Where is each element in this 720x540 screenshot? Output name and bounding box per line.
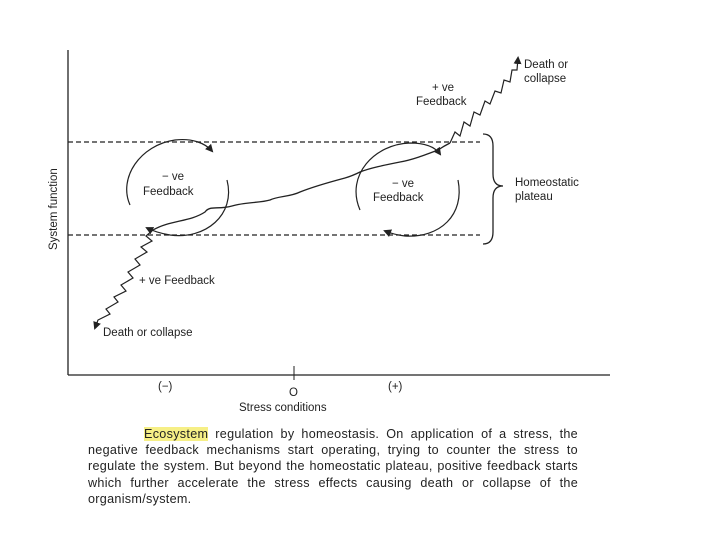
caption-text: regulation by homeostasis. On application of a stress, the negative feedback mechanisms start operating, trying to counter the stress to regulate the system. But beyond the homeostatic plateau, positive feedback starts which further accelerate the stress effects causing death or collapse of the organism/system.: [88, 427, 578, 506]
plateau-brace: [483, 134, 503, 244]
figure-caption: [88, 426, 578, 507]
neg-feedback-right-line1: − ve: [392, 178, 415, 190]
y-axis-label: System function: [48, 168, 60, 250]
death-bottom-label: Death or collapse: [103, 327, 193, 339]
neg-feedback-left-line1: − ve: [162, 171, 185, 183]
x-axis-label: Stress conditions: [239, 402, 327, 414]
caption-highlight: Ecosystem: [144, 427, 209, 441]
death-top-label-line1: Death or: [524, 59, 569, 71]
pos-feedback-top-line2: Feedback: [416, 96, 467, 108]
pos-feedback-bottom-label: + ve Feedback: [139, 275, 215, 287]
pos-feedback-top-line1: + ve: [432, 82, 455, 94]
homeostatic-label-line2: plateau: [515, 191, 553, 203]
x-tick-zero: O: [289, 387, 298, 399]
neg-feedback-right-line2: Feedback: [373, 192, 424, 204]
neg-feedback-left-line2: Feedback: [143, 186, 194, 198]
homeostatic-label-line1: Homeostatic: [515, 177, 579, 189]
x-tick-positive: (+): [388, 381, 403, 393]
x-tick-negative: (−): [158, 381, 173, 393]
death-top-label-line2: collapse: [524, 73, 567, 85]
